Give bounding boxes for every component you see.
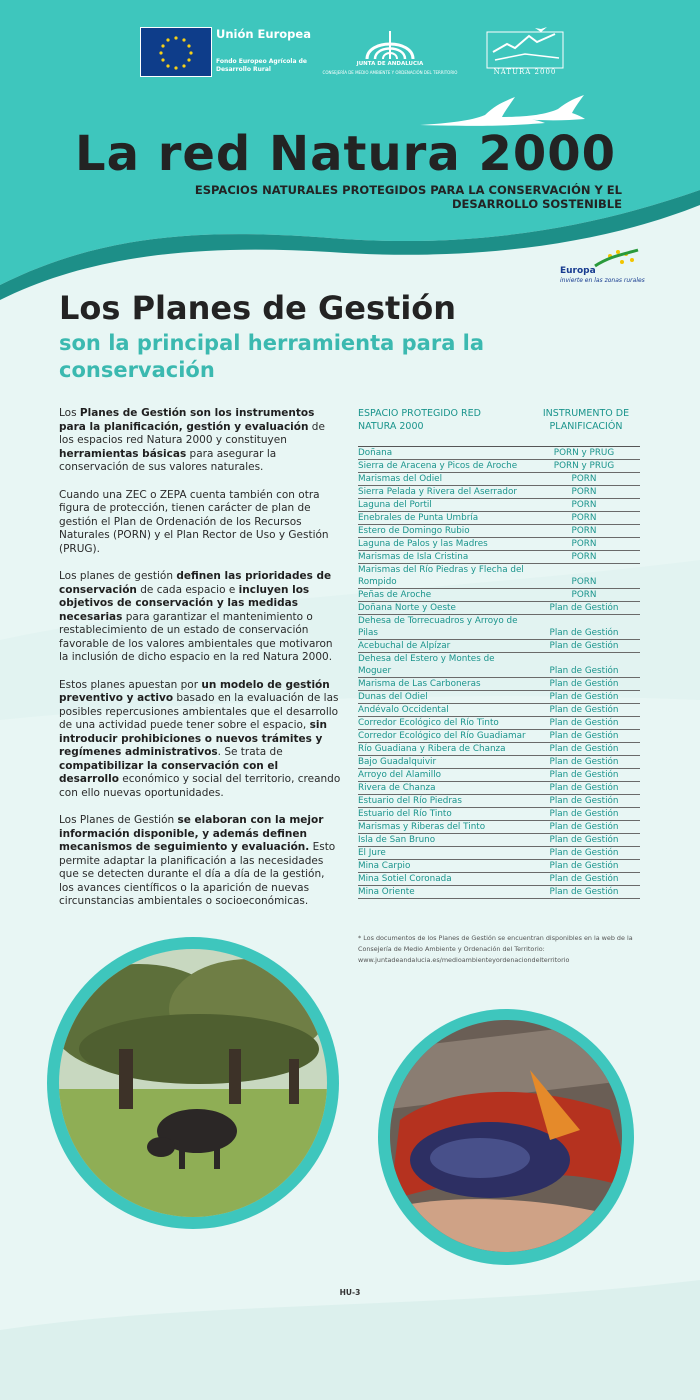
planning-instrument: Plan de Gestión bbox=[549, 796, 619, 806]
planning-instrument: PORN bbox=[571, 577, 597, 587]
planning-instrument: PORN bbox=[571, 487, 597, 497]
space-name: Arroyo del Alamillo bbox=[358, 770, 442, 780]
section-subheading: son la principal herramienta para la conservación bbox=[59, 331, 485, 382]
planning-table bbox=[358, 446, 640, 899]
planning-instrument: Plan de Gestión bbox=[549, 822, 619, 832]
planning-instrument: Plan de Gestión bbox=[549, 848, 619, 858]
table-row bbox=[358, 499, 640, 512]
eu-subtitle: Fondo Europeo Agrícola de Desarrollo Rural bbox=[216, 58, 307, 73]
body-text bbox=[59, 407, 341, 923]
table-row bbox=[358, 782, 640, 795]
main-title: La red Natura 2000 bbox=[75, 126, 617, 182]
table-row bbox=[358, 460, 640, 473]
table-row bbox=[358, 512, 640, 525]
space-name: Estuario del Río Tinto bbox=[358, 809, 452, 819]
table-row bbox=[358, 447, 640, 460]
space-name: Sierra Pelada y Rivera del Aserrador bbox=[358, 487, 517, 497]
body-paragraph: Cuando una ZEC o ZEPA cuenta también con otra figura de protección, tienen carácter de plan de gestión el Plan de Ordenación de los Recursos Naturales (PORN) y el Plan Rector de Uso y Gestión (PRUG). bbox=[59, 488, 329, 555]
space-name: Corredor Ecológico del Río Guadiamar bbox=[358, 731, 526, 741]
space-name: Marismas del Odiel bbox=[358, 474, 443, 484]
eu-stars-icon bbox=[141, 28, 211, 76]
table-row bbox=[358, 615, 640, 640]
planning-instrument: PORN bbox=[571, 513, 597, 523]
planning-instrument: Plan de Gestión bbox=[549, 835, 619, 845]
table-row bbox=[358, 704, 640, 717]
planning-instrument: Plan de Gestión bbox=[549, 744, 619, 754]
table-row bbox=[358, 873, 640, 886]
table-row bbox=[358, 834, 640, 847]
planning-instrument: Plan de Gestión bbox=[549, 783, 619, 793]
table-row bbox=[358, 821, 640, 834]
space-name: Acebuchal de Alpízar bbox=[358, 641, 451, 651]
planning-instrument: Plan de Gestión bbox=[549, 666, 619, 676]
table-row bbox=[358, 602, 640, 615]
space-name: Estuario del Río Piedras bbox=[358, 796, 462, 806]
table-row bbox=[358, 756, 640, 769]
table-row bbox=[358, 486, 640, 499]
table-row bbox=[358, 538, 640, 551]
table-row bbox=[358, 730, 640, 743]
table-row bbox=[358, 473, 640, 486]
space-name: Doñana bbox=[358, 448, 393, 458]
eu-title: Unión Europea bbox=[216, 27, 311, 41]
space-name: Peñas de Aroche bbox=[358, 590, 432, 600]
planning-instrument: Plan de Gestión bbox=[549, 861, 619, 871]
planning-instrument: PORN y PRUG bbox=[553, 461, 615, 471]
natura-2000-logo-icon bbox=[485, 22, 565, 74]
space-name: Dunas del Odiel bbox=[358, 692, 428, 702]
space-name: El Jure bbox=[358, 848, 386, 858]
space-name: Marisma de Las Carboneras bbox=[358, 679, 481, 689]
planning-instrument: PORN bbox=[571, 552, 597, 562]
space-name: Dehesa del Estero y Montes de Moguer bbox=[358, 654, 495, 676]
table-row bbox=[358, 795, 640, 808]
space-name: Mina Carpio bbox=[358, 861, 411, 871]
planning-instrument: Plan de Gestión bbox=[549, 679, 619, 689]
space-name: Doñana Norte y Oeste bbox=[358, 603, 456, 613]
section-heading: Los Planes de Gestión bbox=[59, 289, 457, 327]
table-row bbox=[358, 640, 640, 653]
table-row bbox=[358, 691, 640, 704]
dehesa-pig-photo bbox=[49, 939, 337, 1227]
rio-tinto-photo bbox=[380, 1010, 633, 1263]
space-name: Enebrales de Punta Umbría bbox=[358, 513, 479, 523]
table-header-plan: INSTRUMENTO DE PLANIFICACIÓN bbox=[542, 408, 630, 432]
space-name: Marismas de Isla Cristina bbox=[358, 552, 469, 562]
space-name: Marismas y Riberas del Tinto bbox=[358, 822, 486, 832]
body-paragraph: Los Planes de Gestión se elaboran con la mejor información disponible, y además definen mecanismos de seguimiento y evaluación. Esto permite adaptar la planificación a las necesidades que se detecten durante el día a día de la gestión, los avances científicos o la aparición de nuevas circunstancias ambientales o socioeconómicas. bbox=[59, 814, 336, 907]
space-name: Estero de Domingo Rubio bbox=[358, 526, 470, 536]
body-paragraph: Estos planes apuestan por un modelo de gestión preventivo y activo basado en la evaluación de las posibles repercusiones ambientales que el desarrollo de una actividad puede tener sobre el espacio, sin introducir prohibiciones o nuevos trámites y regímenes administrativos. Se trata de compatibilizar la conservación con el desarrollo económico y social del territorio, creando con ello nuevas oportunidades. bbox=[59, 678, 341, 799]
space-name: Marismas del Río Piedras y Flecha del Rompido bbox=[358, 565, 524, 587]
planning-instrument: PORN bbox=[571, 474, 597, 484]
panel-code: HU-3 bbox=[339, 1288, 361, 1297]
space-name: Sierra de Aracena y Picos de Aroche bbox=[358, 461, 518, 471]
space-name: Andévalo Occidental bbox=[358, 705, 449, 715]
table-row bbox=[358, 847, 640, 860]
planning-instrument: PORN bbox=[571, 526, 597, 536]
planning-instrument: Plan de Gestión bbox=[549, 874, 619, 884]
space-name: Bajo Guadalquivir bbox=[358, 757, 437, 767]
space-name: Río Guadiana y Ribera de Chanza bbox=[358, 744, 506, 754]
table-footnote: * Los documentos de los Planes de Gestión se encuentran disponibles en la web de la Consejería de Medio Ambiente y Ordenación del Territorio: www.juntadeandalucia.es/medioambienteyordenaciondelterritorio bbox=[358, 934, 633, 964]
junta-subtitle: CONSEJERÍA DE MEDIO AMBIENTE Y ORDENACIÓN DEL TERRITORIO bbox=[322, 70, 458, 75]
europa-label: Europa bbox=[560, 266, 596, 276]
body-paragraph: Los planes de gestión definen las prioridades de conservación de cada espacio e incluyen los objetivos de conservación y las medidas necesarias para garantizar el mantenimiento o restablecimiento de un estado de conservación favorable de los valores ambientales que motivaron la inclusión de dicho espacio en la red Natura 2000. bbox=[59, 570, 333, 663]
space-name: Corredor Ecológico del Río Tinto bbox=[358, 718, 499, 728]
table-row bbox=[358, 717, 640, 730]
junta-name: JUNTA DE ANDALUCIA bbox=[356, 61, 424, 67]
table-row bbox=[358, 860, 640, 873]
planning-instrument: PORN bbox=[571, 500, 597, 510]
table-row bbox=[358, 678, 640, 691]
planning-instrument: Plan de Gestión bbox=[549, 692, 619, 702]
space-name: Rivera de Chanza bbox=[358, 783, 436, 793]
table-row bbox=[358, 589, 640, 602]
table-row bbox=[358, 525, 640, 538]
body-paragraph: Los Planes de Gestión son los instrumentos para la planificación, gestión y evaluación de los espacios red Natura 2000 y constituyen herramientas básicas para asegurar la conservación de sus valores naturales. bbox=[59, 407, 325, 473]
natura-logo-text: NATURA 2000 bbox=[493, 68, 557, 76]
planning-instrument: Plan de Gestión bbox=[549, 809, 619, 819]
planning-instrument: Plan de Gestión bbox=[549, 603, 619, 613]
planning-instrument: Plan de Gestión bbox=[549, 718, 619, 728]
planning-instrument: PORN bbox=[571, 590, 597, 600]
space-name: Laguna del Portil bbox=[358, 500, 432, 510]
table-row bbox=[358, 743, 640, 756]
table-row bbox=[358, 564, 640, 589]
space-name: Mina Oriente bbox=[358, 887, 415, 897]
europa-sublabel: invierte en las zonas rurales bbox=[560, 277, 645, 284]
planning-instrument: Plan de Gestión bbox=[549, 641, 619, 651]
planning-instrument: Plan de Gestión bbox=[549, 887, 619, 897]
planning-instrument: Plan de Gestión bbox=[549, 705, 619, 715]
space-name: Dehesa de Torrecuadros y Arroyo de Pilas bbox=[358, 616, 518, 638]
planning-instrument: Plan de Gestión bbox=[549, 628, 619, 638]
planning-instrument: PORN y PRUG bbox=[553, 448, 615, 458]
table-row bbox=[358, 653, 640, 678]
planning-instrument: Plan de Gestión bbox=[549, 731, 619, 741]
planning-instrument: Plan de Gestión bbox=[549, 770, 619, 780]
table-header-space: ESPACIO PROTEGIDO RED NATURA 2000 bbox=[358, 408, 481, 432]
table-row bbox=[358, 769, 640, 782]
table-row bbox=[358, 551, 640, 564]
table-row bbox=[358, 808, 640, 821]
planning-instrument: PORN bbox=[571, 539, 597, 549]
space-name: Laguna de Palos y las Madres bbox=[358, 539, 488, 549]
planning-instrument: Plan de Gestión bbox=[549, 757, 619, 767]
space-name: Mina Sotiel Coronada bbox=[358, 874, 452, 884]
eu-flag-logo bbox=[140, 27, 212, 77]
main-subtitle: ESPACIOS NATURALES PROTEGIDOS PARA LA CONSERVACIÓN Y EL DESARROLLO SOSTENIBLE bbox=[194, 183, 622, 211]
table-row bbox=[358, 886, 640, 899]
space-name: Isla de San Bruno bbox=[358, 835, 436, 845]
